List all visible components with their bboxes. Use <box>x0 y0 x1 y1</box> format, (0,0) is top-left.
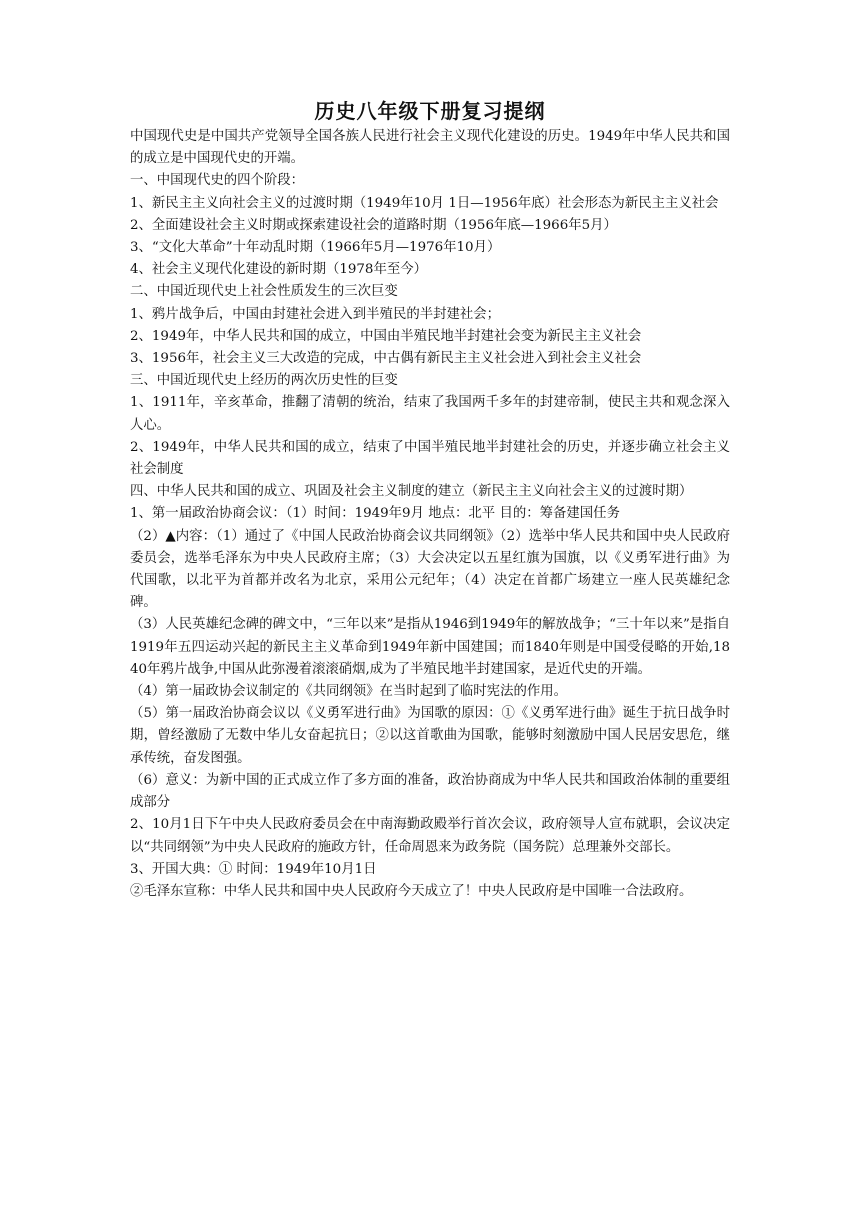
section-4-item-1 <box>130 503 730 525</box>
section-4-item-3-declaration: ②毛泽东宣称：中华人民共和国中央人民政府今天成立了！中央人民政府是中国唯一合法政府。 <box>130 883 693 899</box>
section-1-item-3: 3、“文化大革命”十年动乱时期（1966年5月—1976年10月） <box>130 240 501 256</box>
section-3-item-2: 2、1949年，中华人民共和国的成立，结束了中国半殖民地半封建社会的历史，并逐步确立社会主义社会制度 <box>130 439 730 478</box>
section-2-item-3: 3、1956年，社会主义三大改造的完成，中古偶有新民主主义社会进入到社会主义社会 <box>130 351 642 367</box>
section-1-item-4: 4、社会主义现代化建设的新时期（1978年至今） <box>130 262 428 278</box>
section-4-item-2: 2、10月1日下午中央人民政府委员会在中南海勤政殿举行首次会议，政府领导人宣布就职，会议决定以“共同纲领”为中央人民政府的施政方针，任命周恩来为政务院（国务院）总理兼外交部长。 <box>130 817 730 855</box>
section-4-item-1-common-program: （4）第一届政协会议制定的《共同纲领》在当时起到了临时宪法的作用。 <box>130 684 568 700</box>
section-4-item-1-content: （2）▲内容：（1）通过了《中国人民政治协商会议共同纲领》（2）选举中华人民共和国中央人民政府委员会，选举毛泽东为中央人民政府主席；（3）大会决定以五星红旗为国旗，以《义勇军进行曲》为代国歌，以北平为首都并改名为北京，采用公元纪年；（4）决定在首都广场建立一座人民英雄纪念碑。 <box>130 528 730 611</box>
section-1-item-1: 1、新民主主义向社会主义的过渡时期（1949年10月 1日—1956年底）社会形态为新民主主义社会 <box>130 195 719 211</box>
document-body <box>130 96 730 903</box>
section-4-item-1-anthem-reason: （5）第一届政治协商会议以《义勇军进行曲》为国歌的原因：①《义勇军进行曲》诞生于抗日战争时期，曾经激励了无数中华儿女奋起抗日；②以这首歌曲为国歌，能够时刻激励中国人民居安思危，继承传统，奋发图强。 <box>130 706 730 766</box>
section-1-item-2: 2、全面建设社会主义时期或探索建设社会的道路时期（1956年底—1966年5月） <box>130 217 617 233</box>
section-3-item-1: 1、1911年，辛亥革命，推翻了清朝的统治，结束了我国两千多年的封建帝制，使民主共和观念深入人心。 <box>130 395 730 433</box>
section-2-item-2: 2、1949年，中华人民共和国的成立，中国由半殖民地半封建社会变为新民主主义社会 <box>130 328 642 344</box>
meeting-purpose: 目的：筹备建国任务 <box>499 506 620 522</box>
section-4-item-1-significance: （6）意义：为新中国的正式成立作了多方面的准备，政治协商成为中华人民共和国政治体制的重要组成部分 <box>130 772 730 811</box>
meeting-place: 地点：北平 <box>428 506 496 522</box>
section-3-heading: 三、中国近现代史上经历的两次历史性的巨变 <box>130 373 398 389</box>
section-2-item-1: 1、鸦片战争后，中国由封建社会进入到半殖民的半封建社会； <box>130 306 501 322</box>
page-title: 历史八年级下册复习提纲 <box>314 99 546 123</box>
meeting-time: 1、第一届政治协商会议：（1）时间：1949年9月 <box>130 506 424 522</box>
section-4-heading: 四、中华人民共和国的成立、巩固及社会主义制度的建立（新民主主义向社会主义的过渡时期） <box>130 484 693 500</box>
section-4-item-3-time: 3、开国大典：① 时间：1949年10月1日 <box>130 861 377 877</box>
section-1-heading: 一、中国现代史的四个阶段： <box>130 173 305 189</box>
section-2-heading: 二、中国近现代史上社会性质发生的三次巨变 <box>130 284 398 300</box>
section-4-item-1-monument: （3）人民英雄纪念碑的碑文中，“三年以来”是指从1946到1949年的解放战争；“三十年以来”是指自1919年五四运动兴起的新民主主义革命到1949年新中国建国；而1840年则是中国受侵略的开始,1840年鸦片战争,中国从此弥漫着滚滚硝烟,成为了半殖民地半封建国家，是近代史的开端。 <box>130 617 730 677</box>
intro-paragraph: 中国现代史是中国共产党领导全国各族人民进行社会主义现代化建设的历史。1949年中华人民共和国的成立是中国现代史的开端。 <box>130 129 730 167</box>
